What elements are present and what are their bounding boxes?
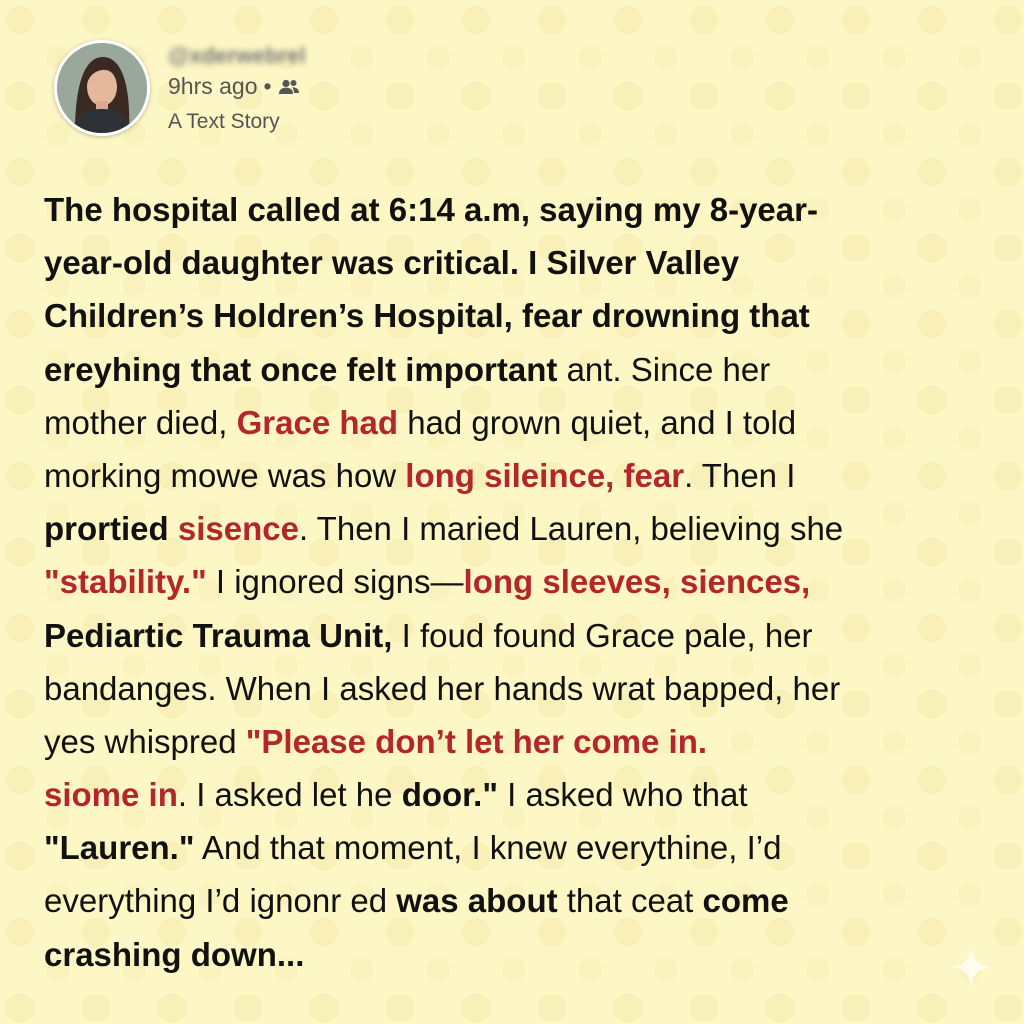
story-text [44,183,994,981]
emphasis-text: Grace had [236,403,399,441]
story-text-segment: had grown quiet, and I told [398,403,797,441]
post-time-row [168,73,306,100]
story-line [44,289,994,342]
story-line [44,502,994,555]
bold-text: come [702,882,789,920]
bold-text: year-old daughter was critical. I Silver Valley [44,244,740,282]
bold-text: was about [396,882,558,920]
separator-dot: • [263,73,272,99]
username[interactable]: @xderwebrel [168,43,306,68]
story-text-segment: morking mowe was how [44,456,406,494]
story-line [44,449,994,502]
emphasis-text: long sleeves, siences, [463,563,811,601]
story-line [44,236,994,289]
story-line [44,183,994,236]
avatar-photo [57,43,147,133]
story-text-segment: . Then I maried Lauren, believing she [298,510,844,548]
story-text-segment: . Then I [684,456,796,494]
story-text-segment: mother died, [44,403,237,441]
story-text-segment: that ceat [557,882,703,920]
story-text-segment: And that moment, I knew everythine, I’d [194,829,782,867]
emphasis-text: "stability." [44,563,207,601]
emphasis-text: long sileince, fear [405,456,685,494]
story-text-segment: I ignored signs— [206,563,464,601]
story-text-segment: everything I’d ignonr ed [44,882,397,920]
story-line [44,768,994,821]
post-header [54,40,306,136]
bold-text: Pediartic Trauma Unit, [44,616,393,654]
story-text-segment: I asked who that [498,776,748,814]
story-line [44,874,994,927]
sparkle-icon [948,944,994,990]
story-line [44,662,994,715]
story-text-segment: bandanges. When I asked her hands wrat bapped, her [44,669,841,707]
post-time[interactable]: 9hrs ago [168,73,258,99]
bold-text: prortied [44,510,178,548]
bold-text: "Lauren." [44,829,195,867]
bold-text: ereyhing that once felt important [44,350,567,388]
story-line [44,555,994,608]
story-line [44,609,994,662]
story-line [44,396,994,449]
friends-icon[interactable] [278,79,300,95]
story-text-segment: yes whispred [44,722,246,760]
emphasis-text: sisence [177,510,299,548]
bold-text: Children’s Holdren’s Hospital, fear drowning that [44,297,810,335]
story-text-segment: I foud found Grace pale, her [392,616,813,654]
post-meta [168,40,306,134]
emphasis-text: "Please don’t let her come in. [245,722,708,760]
bold-text: door." [401,776,498,814]
story-line [44,343,994,396]
bold-text: The hospital called at 6:14 a.m, saying my 8-year- [44,191,818,228]
story-line [44,821,994,874]
story-line [44,928,994,981]
emphasis-text: siome in [44,776,178,814]
story-line [44,715,994,768]
bold-text: crashing down... [44,935,305,973]
avatar[interactable] [54,40,150,136]
story-text-segment: . I asked let he [177,776,402,814]
story-text-segment: ant. Since her [566,350,771,388]
post-subtitle: A Text Story [168,110,280,133]
